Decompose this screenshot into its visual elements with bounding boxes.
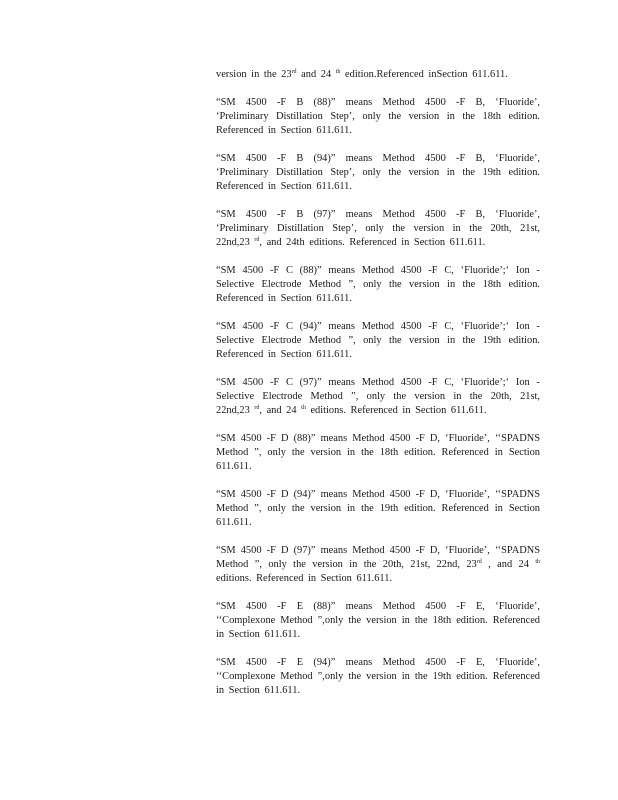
paragraph-text: edition.Referenced inSection 611.611. [340,69,508,80]
ordinal-superscript: th [301,405,306,411]
paragraph-text: “SM 4500 -F B (97)” means Method 4500 -F B, ‘Fluoride’, ‘Preliminary Distillation Step’, only the version in the 20th, 21st, 22nd,23 [216,209,540,248]
paragraph-text: “SM 4500 -F C (88)” means Method 4500 -F C, ‘Fluoride’;‘ Ion - Selective Electrode Method ”, only the version in the 18th edition. Referenced in Section 611.611. [216,265,540,304]
paragraph-text: “SM 4500 -F E (94)” means Method 4500 -F E, ‘Fluoride’, ‘‘Complexone Method ”,only the version in the 19th edition. Referenced in Section 611.611. [216,657,540,696]
ordinal-superscript: rd [291,69,297,75]
ordinal-superscript: rd [254,237,260,243]
paragraph-text: “SM 4500 -F E (88)” means Method 4500 -F E, ‘Fluoride’, ‘‘Complexone Method ”,only the version in the 18th edition. Referenced in Section 611.611. [216,601,540,640]
paragraph-text: , and 24 [481,559,536,570]
text-column [216,68,540,712]
paragraph-text: , and 24th editions. Referenced in Section 611.611. [259,237,486,248]
paragraph-text: , and 24 [259,405,302,416]
paragraph-text: editions. Referenced in Section 611.611. [305,405,487,416]
paragraph-text: “SM 4500 -F D (97)” means Method 4500 -F D, ‘Fluoride’, ‘‘SPADNS Method ”, only the version in the 20th, 21st, 22nd, 23 [216,545,540,570]
definition-paragraph [216,68,540,82]
definition-paragraph [216,544,540,586]
paragraph-text: “SM 4500 -F C (97)” means Method 4500 -F C, ‘Fluoride’;‘ Ion - Selective Electrode Method ”, only the version in the 20th, 21st, 22nd,23 [216,377,540,416]
paragraph-text: “SM 4500 -F B (94)” means Method 4500 -F B, ‘Fluoride’, ‘Preliminary Distillation Step’, only the version in the 19th edition. Referenced in Section 611.611. [216,153,540,192]
paragraph-text: “SM 4500 -F D (94)” means Method 4500 -F D, ‘Fluoride’, ‘‘SPADNS Method ”, only the version in the 19th edition. Referenced in Section 611.611. [216,489,540,528]
paragraph-text: “SM 4500 -F C (94)” means Method 4500 -F C, ‘Fluoride’;‘ Ion - Selective Electrode Method ”, only the version in the 19th edition. Referenced in Section 611.611. [216,321,540,360]
paragraph-text: “SM 4500 -F B (88)” means Method 4500 -F B, ‘Fluoride’, ‘Preliminary Distillation Step’, only the version in the 18th edition. Referenced in Section 611.611. [216,97,540,136]
paragraph-text: and 24 [296,69,336,80]
definition-paragraph [216,208,540,250]
definition-paragraph [216,600,540,642]
ordinal-superscript: th [335,69,341,75]
paragraph-text: “SM 4500 -F D (88)” means Method 4500 -F D, ‘Fluoride’, ‘‘SPADNS Method ”, only the version in the 18th edition. Referenced in Section 611.611. [216,433,540,472]
definition-paragraph [216,376,540,418]
paragraph-text: version in the 23 [216,69,292,80]
definition-paragraph [216,264,540,306]
definition-paragraph [216,656,540,698]
ordinal-superscript: th [535,559,540,565]
ordinal-superscript: rd [476,559,482,565]
definition-paragraph [216,152,540,194]
ordinal-superscript: rd [254,405,260,411]
paragraph-text: editions. Referenced in Section 611.611. [216,573,393,584]
definition-paragraph [216,432,540,474]
definition-paragraph [216,320,540,362]
definition-paragraph [216,96,540,138]
definition-paragraph [216,488,540,530]
